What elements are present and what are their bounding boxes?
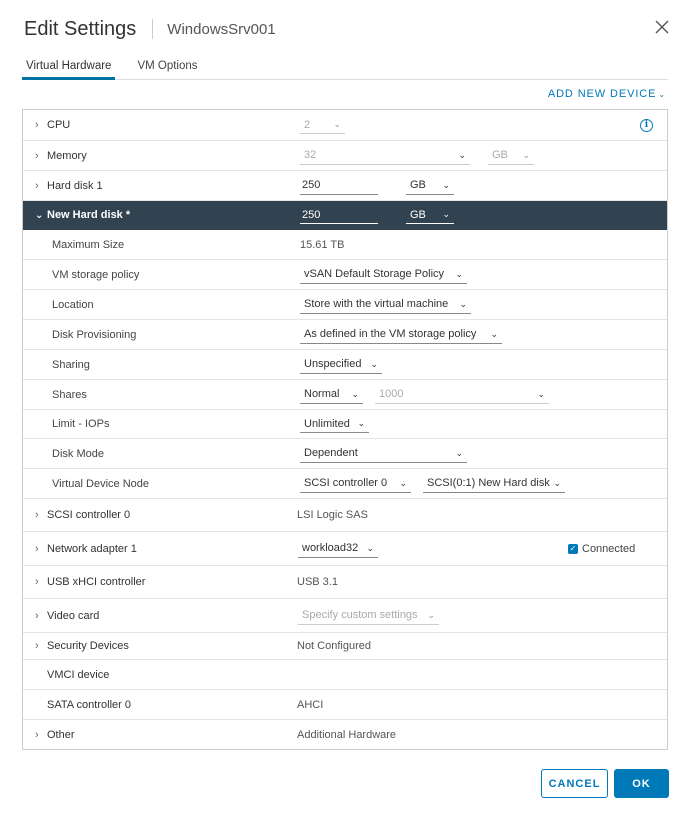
memory-label: Memory: [47, 149, 87, 162]
new-hard-disk-unit-select[interactable]: [406, 206, 454, 224]
sharing-select[interactable]: [300, 356, 382, 374]
connected-checkbox[interactable]: [568, 543, 635, 555]
usb-controller-value: USB 3.1: [297, 576, 338, 588]
chevron-down-icon: ⌄: [455, 268, 463, 279]
hard-disk-1-label: Hard disk 1: [47, 179, 103, 192]
hw-row-disk-provisioning: [23, 320, 667, 350]
vm-storage-policy-label: VM storage policy: [52, 268, 140, 281]
sata-controller-label: SATA controller 0: [47, 698, 131, 711]
video-card-value: Specify custom settings: [302, 609, 418, 621]
location-label: Location: [52, 298, 94, 311]
hw-row-security-devices: [23, 633, 667, 660]
chevron-down-icon: ⌄: [333, 119, 341, 129]
chevron-down-icon[interactable]: ⌄: [35, 209, 44, 221]
network-value: workload32: [302, 542, 359, 554]
close-icon[interactable]: [655, 20, 669, 34]
chevron-down-icon: ⌄: [553, 477, 561, 488]
hw-row-limit-iops: [23, 410, 667, 439]
location-value: Store with the virtual machine: [304, 298, 449, 310]
shares-amount-input[interactable]: [375, 386, 549, 404]
hw-row-disk-mode: [23, 439, 667, 469]
hw-row-new-hard-disk[interactable]: [23, 201, 667, 230]
expand-caret-icon[interactable]: ›: [35, 179, 39, 192]
device-node-select[interactable]: [423, 475, 565, 493]
new-hard-disk-size-input[interactable]: 250: [300, 206, 378, 224]
cancel-button[interactable]: CANCEL: [541, 769, 608, 798]
dialog-header: [24, 14, 276, 44]
hw-row-memory: [23, 141, 667, 171]
video-card-label: Video card: [47, 609, 100, 622]
sharing-label: Sharing: [52, 358, 90, 371]
chevron-down-icon: ⌄: [399, 477, 407, 488]
hw-row-cpu: [23, 110, 667, 141]
add-new-device-button[interactable]: [548, 88, 666, 100]
chevron-down-icon: ⌄: [522, 149, 530, 160]
network-adapter-label: Network adapter 1: [47, 542, 137, 555]
shares-amount: 1000: [379, 388, 404, 400]
location-select[interactable]: [300, 296, 471, 314]
hw-row-virtual-device-node: [23, 469, 667, 499]
tab-virtual-hardware[interactable]: Virtual Hardware: [22, 56, 115, 80]
hard-disk-1-unit-select[interactable]: [406, 177, 454, 195]
other-value: Additional Hardware: [297, 728, 397, 741]
memory-input[interactable]: [300, 147, 470, 165]
new-hard-disk-label: New Hard disk *: [47, 209, 131, 221]
maximum-size-value: 15.61 TB: [300, 238, 345, 251]
hw-row-shares: [23, 380, 667, 410]
virtual-hardware-list: [22, 109, 668, 750]
hw-row-other: [23, 720, 667, 749]
info-icon[interactable]: i: [640, 119, 653, 132]
device-node-value: SCSI(0:1) New Hard disk: [427, 477, 550, 489]
chevron-down-icon: ⌄: [537, 388, 545, 399]
chevron-down-icon: ⌄: [658, 90, 666, 99]
memory-unit-select[interactable]: [488, 147, 534, 165]
maximum-size-label: Maximum Size: [52, 238, 125, 251]
usb-controller-label: USB xHCI controller: [47, 576, 146, 588]
limit-iops-select[interactable]: [300, 415, 369, 433]
scsi-controller-type: LSI Logic SAS: [297, 509, 368, 521]
limit-iops-value: Unlimited: [304, 417, 350, 430]
hw-row-vm-storage-policy: [23, 260, 667, 290]
hw-row-vmci-device: [23, 660, 667, 690]
vm-storage-policy-value: vSAN Default Storage Policy: [304, 268, 445, 280]
hw-row-video-card: [23, 599, 667, 633]
scsi-controller-value: SCSI controller 0: [304, 477, 388, 489]
disk-provisioning-label: Disk Provisioning: [52, 328, 137, 341]
tab-bar: [22, 56, 668, 80]
expand-caret-icon[interactable]: ›: [35, 728, 39, 741]
hw-row-location: [23, 290, 667, 320]
expand-caret-icon[interactable]: ›: [35, 640, 39, 652]
disk-mode-select[interactable]: [300, 445, 467, 463]
expand-caret-icon[interactable]: ›: [35, 542, 39, 555]
hw-row-hard-disk-1: [23, 171, 667, 201]
cpu-value: 2: [304, 118, 311, 131]
cpu-select[interactable]: [300, 116, 345, 134]
chevron-down-icon: ⌄: [459, 298, 467, 309]
sata-controller-value: AHCI: [297, 698, 324, 711]
chevron-down-icon: ⌄: [442, 179, 450, 190]
hw-row-network-adapter: [23, 532, 667, 566]
hw-row-sata-controller: [23, 690, 667, 720]
expand-caret-icon[interactable]: ›: [35, 149, 39, 162]
vm-storage-policy-select[interactable]: [300, 266, 467, 284]
connected-label: Connected: [582, 542, 636, 555]
cpu-label: CPU: [47, 119, 71, 131]
chevron-down-icon: ⌄: [427, 609, 435, 620]
scsi-controller-select[interactable]: [300, 475, 411, 493]
security-devices-label: Security Devices: [47, 640, 129, 652]
memory-unit: GB: [492, 149, 508, 161]
dialog-title: Edit Settings: [24, 17, 137, 40]
disk-mode-label: Disk Mode: [52, 447, 104, 460]
hw-row-scsi-controller: [23, 499, 667, 532]
chevron-down-icon: ⌄: [366, 542, 374, 553]
chevron-down-icon: ⌄: [490, 328, 498, 339]
video-card-select[interactable]: [298, 607, 439, 625]
expand-caret-icon[interactable]: ›: [35, 509, 39, 521]
vm-name: WindowsSrv001: [167, 20, 276, 38]
new-hard-disk-unit: GB: [410, 208, 426, 221]
other-label: Other: [47, 728, 75, 741]
hw-row-usb-controller: [23, 566, 667, 599]
checkmark-icon: ✓: [569, 543, 577, 553]
shares-select[interactable]: [300, 386, 363, 404]
sharing-value: Unspecified: [304, 358, 362, 370]
expand-caret-icon[interactable]: ›: [35, 119, 39, 131]
chevron-down-icon: ⌄: [458, 149, 466, 160]
chevron-down-icon: ⌄: [357, 418, 365, 428]
title-divider: [152, 19, 153, 39]
hw-row-sharing: [23, 350, 667, 380]
chevron-down-icon: ⌄: [455, 447, 463, 458]
disk-mode-value: Dependent: [304, 447, 358, 459]
chevron-down-icon: ⌄: [370, 358, 378, 369]
vmci-device-label: VMCI device: [47, 668, 110, 681]
hw-row-maximum-size: [23, 230, 667, 260]
chevron-down-icon: ⌄: [442, 209, 450, 219]
expand-caret-icon[interactable]: ›: [35, 576, 39, 588]
shares-label: Shares: [52, 388, 87, 401]
tab-vm-options[interactable]: VM Options: [137, 60, 198, 72]
virtual-device-node-label: Virtual Device Node: [52, 477, 150, 490]
shares-value: Normal: [304, 388, 340, 400]
hard-disk-1-size-input[interactable]: 250: [300, 177, 378, 195]
security-devices-value: Not Configured: [297, 640, 371, 652]
expand-caret-icon[interactable]: ›: [35, 609, 39, 622]
scsi-controller-label: SCSI controller 0: [47, 509, 131, 521]
disk-provisioning-select[interactable]: [300, 326, 502, 344]
chevron-down-icon: ⌄: [351, 388, 359, 399]
memory-value: 32: [304, 149, 317, 161]
disk-provisioning-value: As defined in the VM storage policy: [304, 328, 477, 340]
add-new-device-label: ADD NEW DEVICE: [547, 88, 657, 100]
ok-button[interactable]: OK: [614, 769, 669, 798]
hard-disk-1-unit: GB: [410, 179, 426, 191]
network-select[interactable]: [298, 540, 378, 558]
limit-iops-label: Limit - IOPs: [52, 418, 110, 430]
